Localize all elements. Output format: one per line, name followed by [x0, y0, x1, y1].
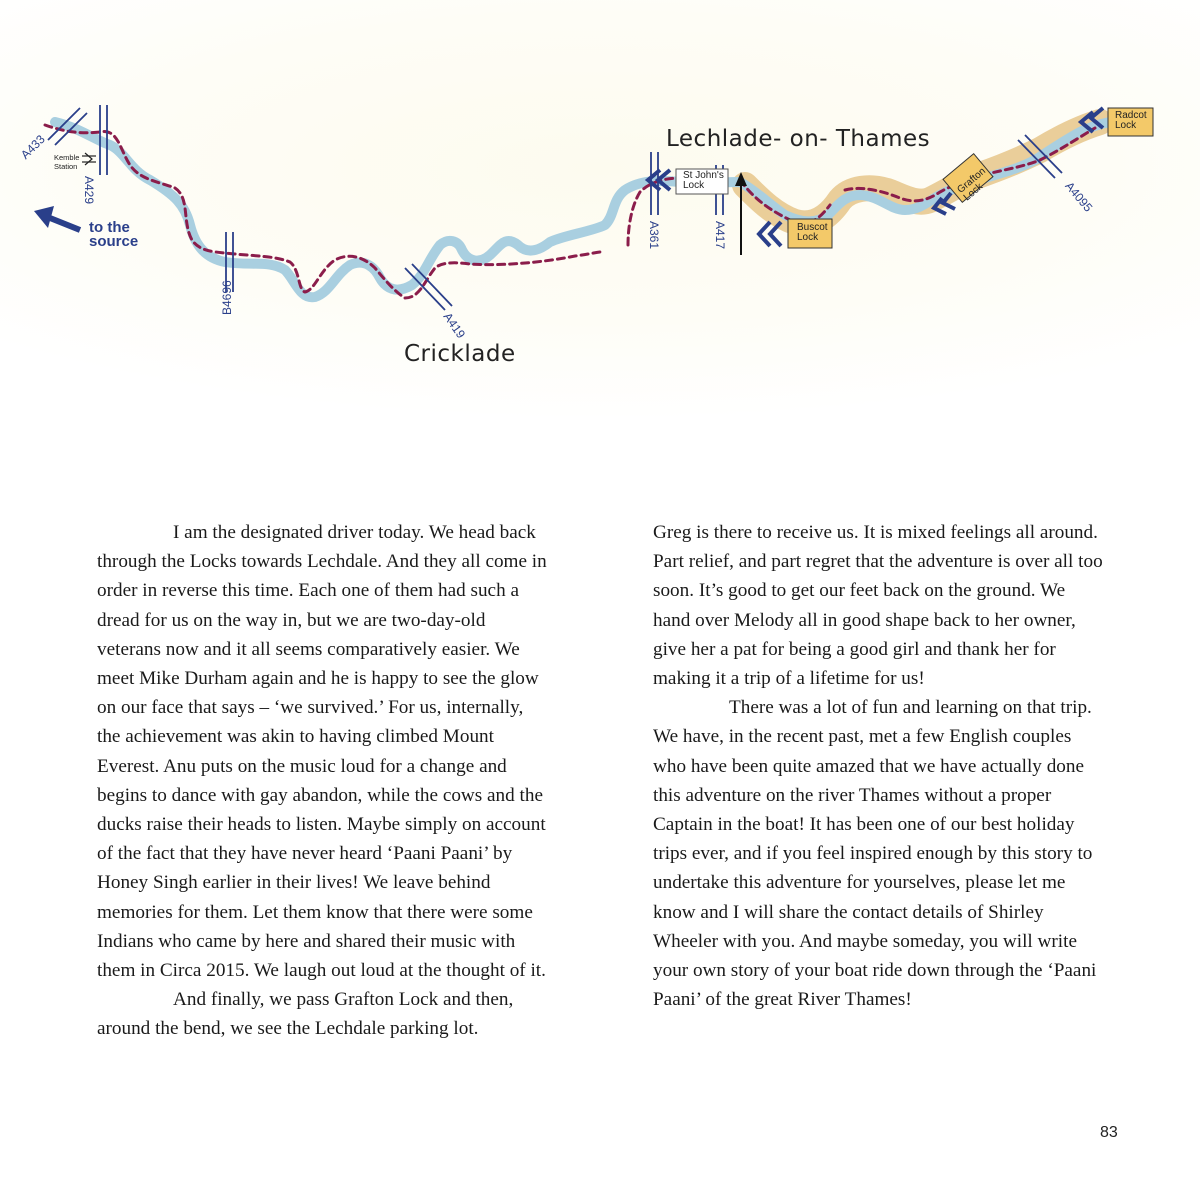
- paragraph: There was a lot of fun and learning on that trip. We have, in the recent past, met a few English couples who have been quite amazed that we have actually done this adventure on the river Thames without a proper Captain in the boat! It has been one of our best holiday trips ever, and if you feel inspired enough by this story to undertake this adventure for yourselves, please let me know and I will share the contact details of Shirley Wheeler with you. And maybe someday, you will write your own story of your boat ride down through the ‘Paani Paani’ of the great River Thames!: [653, 697, 1097, 1011]
- road-label-a417: A417: [713, 221, 727, 250]
- lock-label-st-johns: St John's Lock: [683, 170, 724, 191]
- route-dashed: [45, 125, 600, 298]
- lock-marker-arrow: [735, 172, 747, 255]
- road-label-a419: A419: [440, 310, 469, 341]
- text-column-right: [653, 518, 1105, 1014]
- road-label-a429: A429: [82, 176, 96, 205]
- road-label-a433: A433: [18, 132, 48, 162]
- source-label: to the source: [89, 219, 139, 250]
- paragraph: Greg is there to receive us. It is mixed feelings all around. Part relief, and part regret that the adventure is over all too soon. It’s good to get our feet back on the ground. We hand over Melody all in good shape back to her owner, give her a pat for being a good girl and thank her for making it a trip of a lifetime for us!: [653, 522, 1103, 690]
- text-column-left: [97, 518, 549, 1044]
- lock-label-buscot: Buscot Lock: [797, 222, 828, 243]
- road-label-a4095: A4095: [1062, 179, 1096, 215]
- route-map-drawing: [0, 0, 1200, 420]
- road-label-b4696: B4696: [220, 280, 234, 315]
- lock-label-radcot: Radcot Lock: [1115, 110, 1147, 131]
- station-label: Kemble Station: [54, 153, 80, 171]
- paragraph: I am the designated driver today. We head back through the Locks towards Lechdale. And they all come in order in reverse this time. Each one of them had such a dread for us on the way in, but we are two-day-old veterans now and it all seems comparatively easier. We meet Mike Durham again and he is happy to see the glow on our face that says – ‘we survived.’ For us, internally, the achievement was akin to having climbed Mount Everest. Anu puts on the music loud for a change and begins to dance with gay abandon, while the cows and the ducks raise their heads to listen. Maybe simply on account of the fact that they have never heard ‘Paani Paani’ by Honey Singh earlier in their lives! We leave behind memories for them. Let them know that there were some Indians who came by here and shared their music with them in Circa 2015. We laugh out loud at the thought of it.: [97, 522, 547, 982]
- river-thames: [55, 122, 1110, 297]
- source-arrow-icon: [34, 206, 80, 230]
- paragraph: And finally, we pass Grafton Lock and then, around the bend, we see the Lechdale parking lot.: [97, 989, 514, 1040]
- lock-label-grafton: Grafton Lock: [955, 165, 988, 204]
- railway-station-icon: [82, 153, 96, 165]
- road-label-a361: A361: [647, 221, 661, 250]
- route-map: [0, 0, 1200, 420]
- page-number: 83: [1100, 1124, 1118, 1141]
- town-label-cricklade: Cricklade: [404, 341, 516, 367]
- town-label-lechlade: Lechlade- on- Thames: [666, 126, 931, 152]
